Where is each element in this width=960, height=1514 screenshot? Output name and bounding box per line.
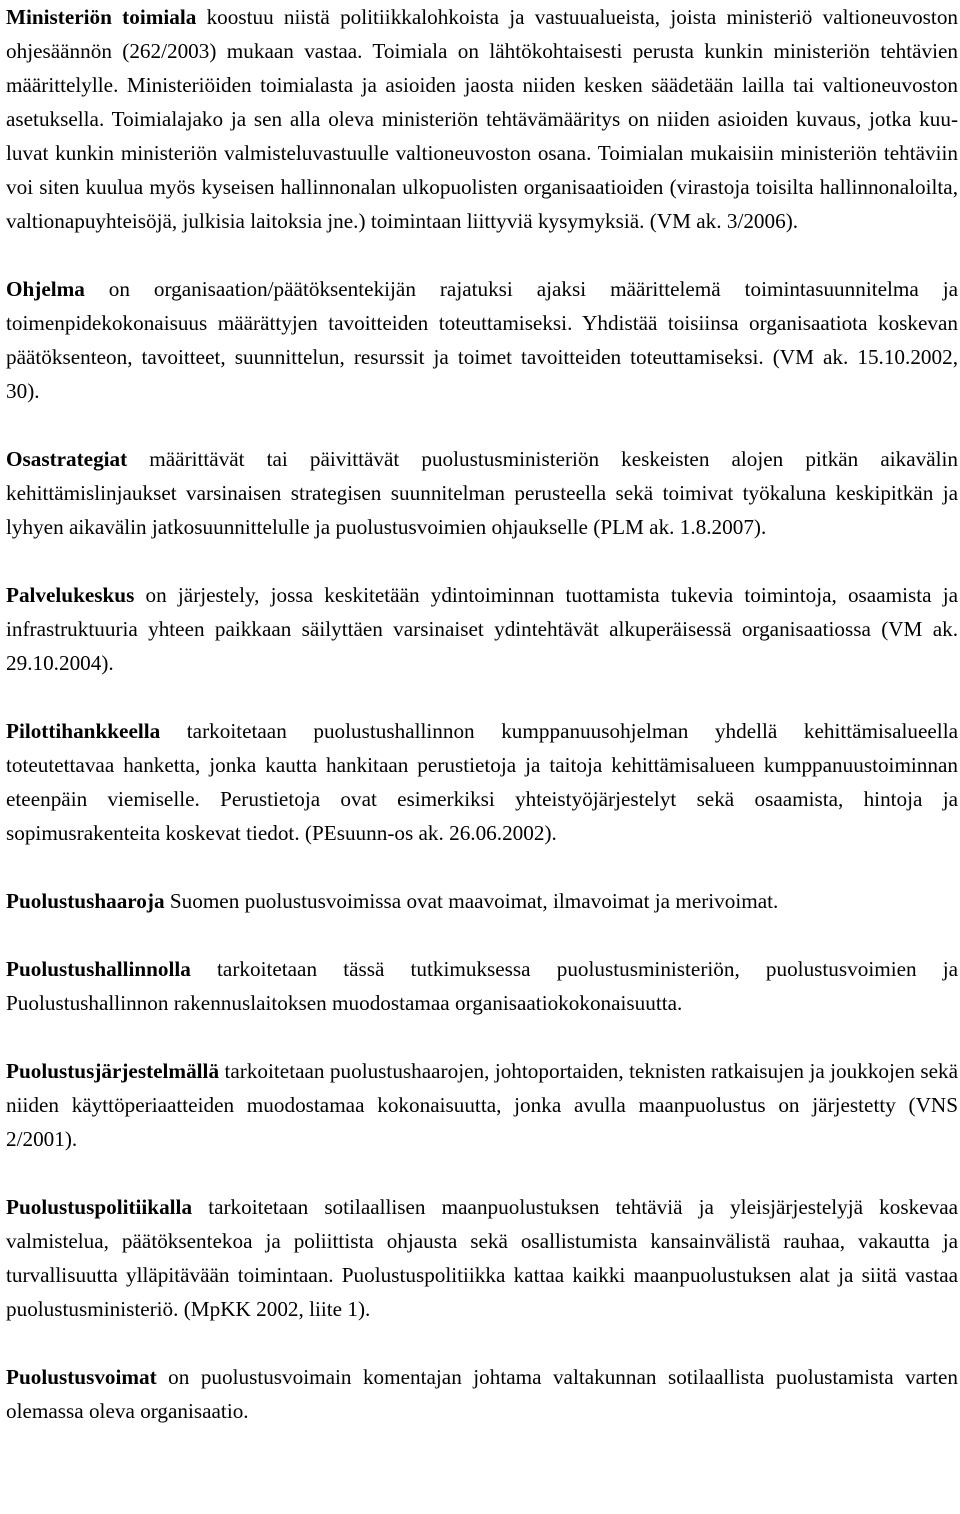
glossary-entry-puolustusvoimat [6,1360,958,1428]
glossary-definition: tarkoitetaan puolustushallinnon kumppanuusohjelman yhdellä kehittämisalueella toteutettavaa hanketta, jonka kautta hankitaan perustietoja ja taitoja kehittämisalueen kumppanuustoiminnan eteenpäin viemiselle. Perustietoja ovat esimerkiksi yhteistyöjärjestelyt sekä osaamista, hintoja ja sopimusrakenteita koskevat tiedot. (PEsuunn-os ak. 26.06.2002). [6,719,958,845]
glossary-definition: on organisaation/päätöksentekijän rajatuksi ajaksi määrittelemä toimintasuunnitelma ja toimenpidekokonaisuus määrättyjen tavoitteiden toteuttamiseksi. Yhdistää toisiinsa organisaatiota koskevan päätöksenteon, tavoitteet, suunnittelun, resurssit ja toimet tavoitteiden toteuttamiseksi. (VM ak. 15.10.2002, 30). [6,277,958,403]
glossary-term: Ministeriön toimiala [6,5,197,29]
glossary-term: Ohjelma [6,277,85,301]
glossary-term: Osastrategiat [6,447,128,471]
glossary-entry-puolustushallinnolla [6,952,958,1020]
glossary-term: Puolustuspolitiikalla [6,1195,193,1219]
glossary-definition: tarkoitetaan puolustushaarojen, johtoportaiden, teknisten ratkaisujen ja joukkojen sekä niiden käyttöperiaatteiden muodostamaa kokonaisuutta, jonka avulla maanpuolustus on järjestetty (VNS 2/2001). [6,1059,958,1151]
glossary-term: Puolustushallinnolla [6,957,191,981]
glossary-entry-pilottihankkeella [6,714,958,850]
glossary-definition: on järjestely, jossa keskitetään ydintoiminnan tuottamista tukevia toimintoja, osaamista ja infrastruktuuria yhteen paikkaan säilyttäen varsinaiset ydintehtävät alkuperäisessä organisaatiossa (VM ak. 29.10.2004). [6,583,958,675]
glossary-definition: tarkoitetaan tässä tutkimuksessa puolustusministeriön, puolustusvoimien ja Puolustushallinnon rakennuslaitoksen muodostamaa organisaatiokokonaisuutta. [6,957,959,1015]
glossary-definition: on puolustusvoimain komentajan johtama valtakunnan sotilaallista puolustamista varten olemassa oleva organisaatio. [6,1365,959,1423]
glossary-entry-puolustushaaroja [6,884,958,918]
glossary-entry-ministerion-toimiala [6,0,958,238]
glossary-definition: Suomen puolustusvoimissa ovat maavoimat, ilmavoimat ja merivoimat. [169,889,779,913]
glossary-term: Puolustushaaroja [6,889,165,913]
glossary-term: Palvelukeskus [6,583,135,607]
glossary-term: Pilottihankkeella [6,719,161,743]
glossary-entry-palvelukeskus [6,578,958,680]
glossary-definition: tarkoitetaan sotilaallisen maanpuolustuksen tehtäviä ja yleisjärjestelyjä koskevaa valmistelua, päätöksentekoa ja poliittista ohjausta sekä osallistumista kansainvälistä rauhaa, vakautta ja turvallisuutta ylläpitävään toimintaan. Puolustuspolitiikka kattaa kaikki maanpuolustuksen alat ja siitä vastaa puolustusministeriö. (MpKK 2002, liite 1). [6,1195,959,1321]
glossary-definition: määrittävät tai päivittävät puolustusministeriön keskeisten alojen pitkän aikavälin kehittämislinjaukset varsinaisen strategisen suunnitelman perusteella sekä toimivat työkaluna keskipitkän ja lyhyen aikavälin jatkosuunnittelulle ja puolustusvoimien ohjaukselle (PLM ak. 1.8.2007). [6,447,958,539]
glossary-entry-puolustusjarjestelmalla [6,1054,958,1156]
glossary-term: Puolustusvoimat [6,1365,157,1389]
glossary-entry-osastrategiat [6,442,958,544]
glossary-definition: koostuu niistä politiikkalohkoista ja vastuualueista, joista ministeriö valtioneuvoston ohjesäännön (262/2003) mukaan vastaa. Toimiala on lähtökohtaisesti perusta kunkin ministeriön tehtävien määrittelylle. Ministeriöiden toimialasta ja asioiden jaosta niiden kesken säädetään lailla tai valtioneuvoston asetuksella. Toimialajako ja sen alla oleva ministeriön tehtävämääritys on niiden asioiden kuvaus, jotka kuuluvat kunkin ministeriön valmisteluvastuulle valtioneuvoston osana. Toimialan mukaisiin ministeriön tehtäviin voi siten kuulua myös kyseisen hallinnonalan ulkopuolisten organisaatioiden (virastoja toisilta hallinnonaloilta, valtionapuyhteisöjä, julkisia laitoksia jne.) toimintaan liittyviä kysymyksiä. (VM ak. 3/2006). [6,5,959,233]
glossary-term: Puolustusjärjestelmällä [6,1059,220,1083]
glossary-entry-ohjelma [6,272,958,408]
glossary-entry-puolustuspolitiikalla [6,1190,958,1326]
